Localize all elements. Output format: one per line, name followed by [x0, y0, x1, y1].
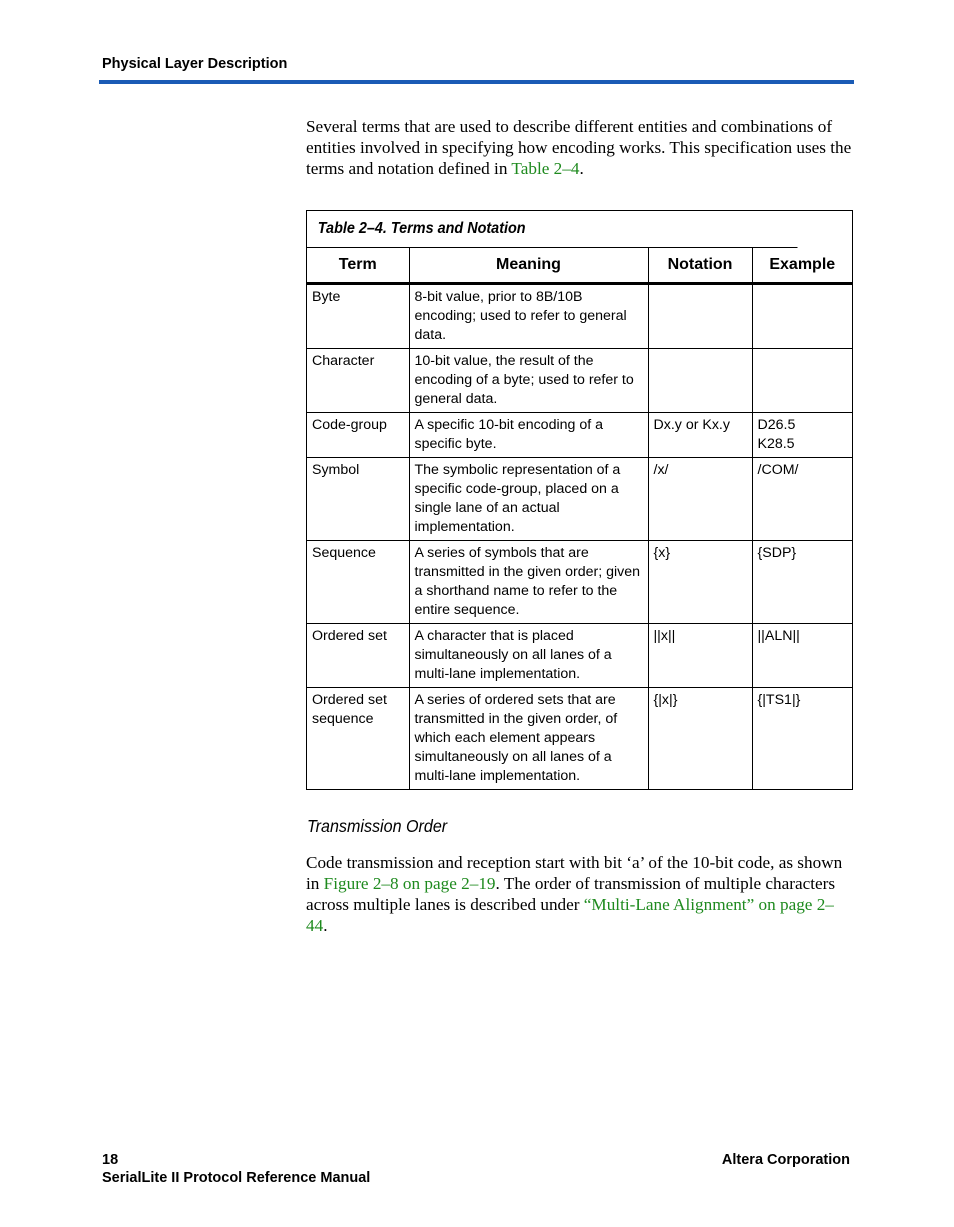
col-header-example: Example [752, 248, 852, 284]
example-cell [752, 349, 852, 413]
example-cell: {|TS1|} [757, 692, 801, 708]
meaning-cell: A specific 10-bit encoding of a specific byte. [409, 413, 648, 458]
header-rule [99, 80, 854, 84]
figure-link[interactable]: Figure 2–8 on page 2–19 [323, 874, 496, 893]
notation-cell: Dx.y or Kx.y [648, 413, 752, 458]
transmission-paragraph [306, 852, 854, 936]
meaning-cell: A series of ordered sets that are transmitted in the given order, of which each element appears simultaneously on all lanes of a multi-lane implementation. [409, 688, 648, 790]
term-cell: Ordered set sequence [307, 688, 409, 790]
example-cell: {SDP} [752, 541, 852, 624]
table-link[interactable]: Table 2–4 [511, 159, 580, 178]
terms-grid [307, 248, 852, 789]
col-header-meaning: Meaning [409, 248, 648, 284]
meaning-cell: The symbolic representation of a specific code-group, placed on a single lane of an actual implementation. [409, 458, 648, 541]
table-row [307, 349, 852, 413]
table-row [307, 688, 852, 790]
term-cell: Byte [307, 284, 409, 349]
notation-cell: {x} [648, 541, 752, 624]
table-row [307, 458, 852, 541]
term-cell: Code-group [307, 413, 409, 458]
terms-table [306, 210, 853, 790]
example-cell: /COM/ [752, 458, 852, 541]
intro-text: Several terms that are used to describe different entities and combinations of entities involved in specifying how encoding works. This specification uses the terms and notation defined in [306, 117, 852, 178]
col-header-term: Term [307, 248, 409, 284]
footer-left [102, 1151, 370, 1187]
page-number: 18 [102, 1152, 119, 1168]
table-row [307, 541, 852, 624]
term-cell: Character [307, 349, 409, 413]
example-cell: D26.5 K28.5 [752, 413, 852, 458]
manual-title: SerialLite II Protocol Reference Manual [102, 1170, 371, 1186]
notation-cell: ||x|| [648, 624, 752, 688]
meaning-cell: 10-bit value, the result of the encoding of a byte; used to refer to general data. [409, 349, 648, 413]
example-cell: ||ALN|| [752, 624, 852, 688]
paragraph-text: . The order of transmission of multiple characters across multiple lanes is described under [306, 874, 836, 914]
paragraph-text: . [323, 916, 328, 935]
meaning-cell: A series of symbols that are transmitted in the given order; given a shorthand name to refer to the entire sequence. [409, 541, 648, 624]
table-caption: Table 2–4. Terms and Notation [307, 211, 798, 248]
table-header-row [307, 248, 852, 284]
term-cell: Sequence [307, 541, 409, 624]
table-row [307, 413, 852, 458]
intro-paragraph [306, 116, 854, 179]
paragraph-text: Code transmission and reception start with bit ‘a’ of the 10-bit code, as shown in [306, 853, 843, 893]
alignment-link[interactable]: “Multi-Lane Alignment” on page 2–44 [306, 895, 834, 935]
intro-text-end: . [579, 159, 584, 178]
notation-cell [648, 349, 752, 413]
term-cell: Symbol [307, 458, 409, 541]
term-cell: Ordered set [307, 624, 409, 688]
notation-cell: /x/ [648, 458, 752, 541]
col-header-notation: Notation [648, 248, 752, 284]
running-header: Physical Layer Description [102, 56, 288, 72]
notation-cell [648, 284, 752, 349]
table-row [307, 284, 852, 349]
company-name: Altera Corporation [721, 1152, 850, 1168]
meaning-cell: A character that is placed simultaneously on all lanes of a multi-lane implementation. [409, 624, 648, 688]
notation-cell: {|x|} [648, 688, 752, 790]
example-cell [752, 284, 852, 349]
section-heading: Transmission Order [307, 816, 448, 836]
table-row [307, 624, 852, 688]
meaning-cell: 8-bit value, prior to 8B/10B encoding; used to refer to general data. [409, 284, 648, 349]
